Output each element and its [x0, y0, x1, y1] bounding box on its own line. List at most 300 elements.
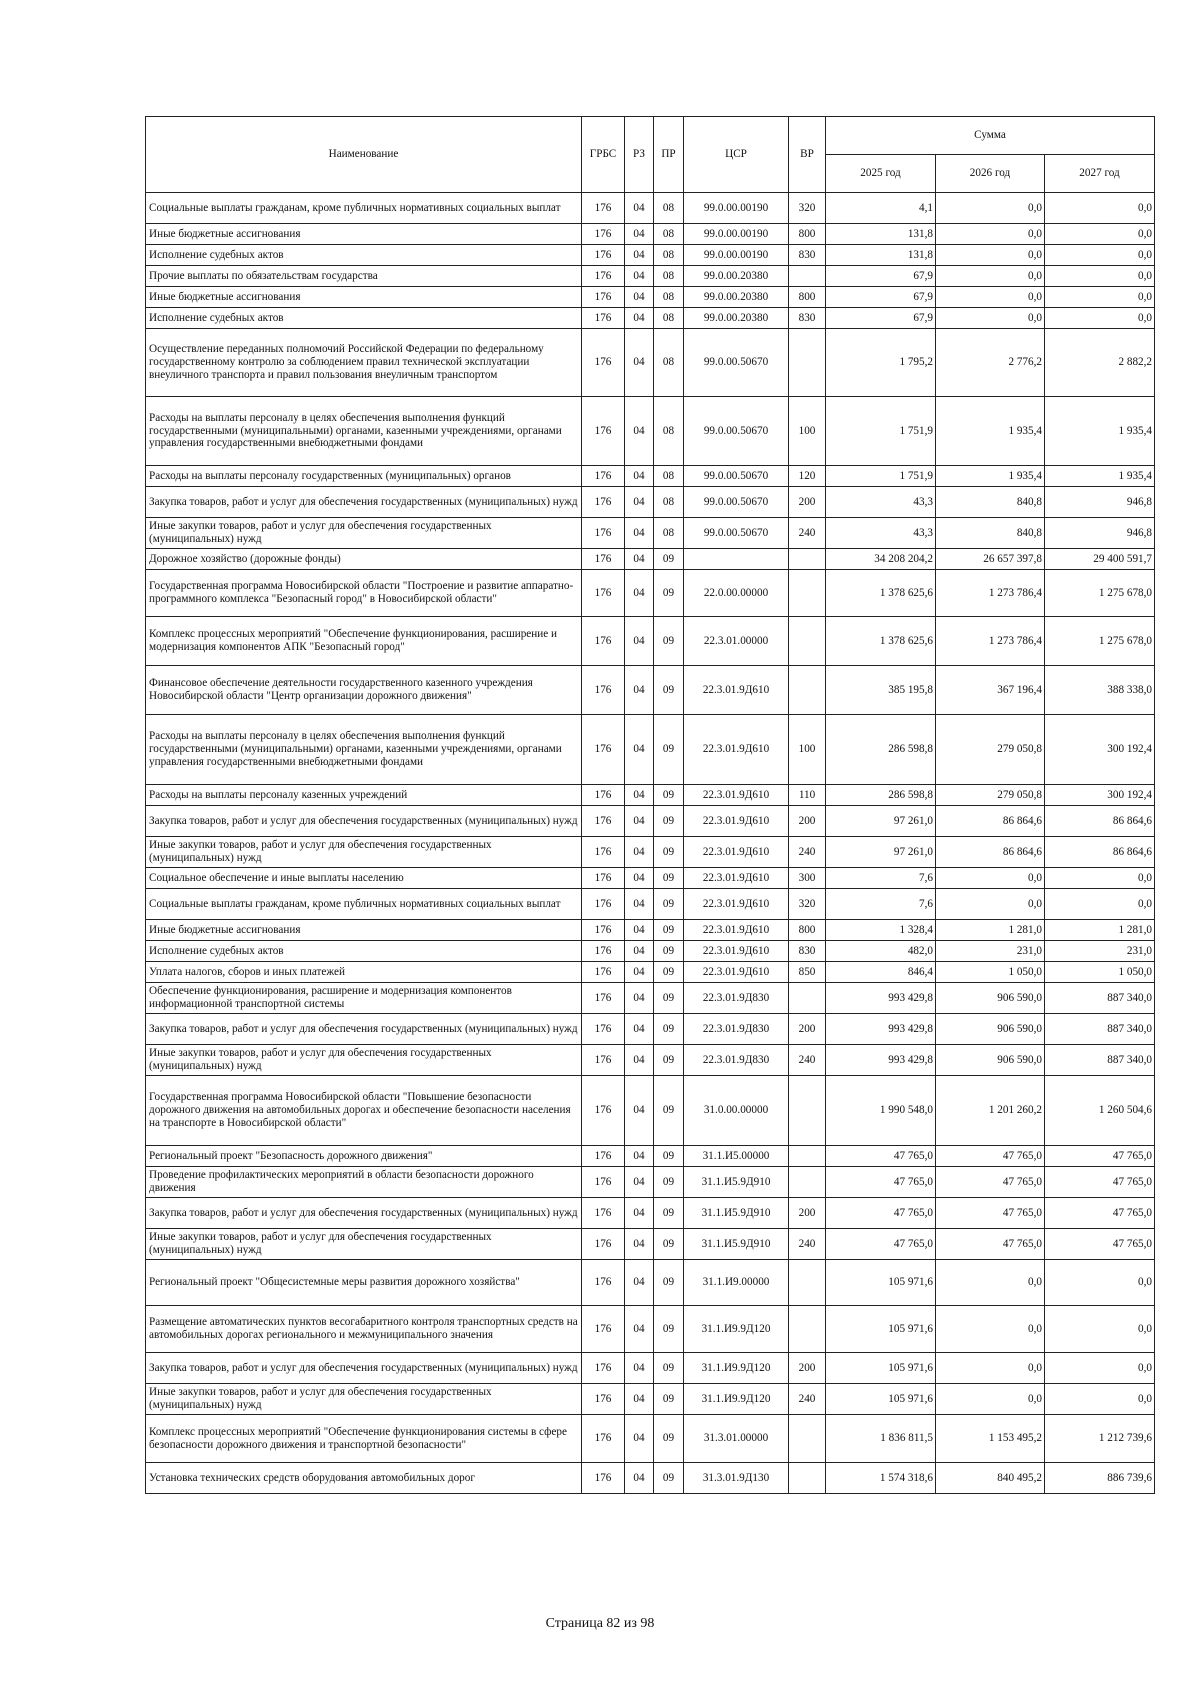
- header-csr: ЦСР: [684, 117, 789, 193]
- cell-pr: 09: [654, 983, 684, 1014]
- cell-grbs: 176: [582, 193, 625, 224]
- cell-2025: 1 378 625,6: [826, 617, 936, 666]
- cell-vr: 800: [789, 920, 826, 941]
- cell-2027: 47 765,0: [1045, 1198, 1155, 1229]
- cell-grbs: 176: [582, 962, 625, 983]
- cell-vr: 800: [789, 287, 826, 308]
- cell-grbs: 176: [582, 1260, 625, 1306]
- table-row: [146, 1167, 1155, 1198]
- cell-rz: 04: [625, 837, 654, 868]
- cell-vr: 240: [789, 837, 826, 868]
- cell-2027: 0,0: [1045, 308, 1155, 329]
- cell-grbs: 176: [582, 266, 625, 287]
- cell-name: Закупка товаров, работ и услуг для обеспечения государственных (муниципальных) нужд: [146, 487, 582, 518]
- table-row: [146, 1353, 1155, 1384]
- cell-grbs: 176: [582, 806, 625, 837]
- cell-2027: 2 882,2: [1045, 329, 1155, 397]
- cell-pr: 09: [654, 570, 684, 617]
- cell-name: Исполнение судебных актов: [146, 245, 582, 266]
- cell-2026: 840,8: [936, 487, 1045, 518]
- cell-2026: 279 050,8: [936, 785, 1045, 806]
- cell-grbs: 176: [582, 837, 625, 868]
- cell-name: Социальные выплаты гражданам, кроме публичных нормативных социальных выплат: [146, 193, 582, 224]
- cell-vr: [789, 266, 826, 287]
- cell-vr: [789, 1415, 826, 1463]
- cell-pr: 09: [654, 837, 684, 868]
- table-row: [146, 889, 1155, 920]
- table-row: [146, 466, 1155, 487]
- cell-2025: 67,9: [826, 266, 936, 287]
- cell-csr: 31.1.И5.9Д910: [684, 1229, 789, 1260]
- cell-vr: [789, 666, 826, 715]
- cell-2025: 131,8: [826, 224, 936, 245]
- cell-vr: [789, 549, 826, 570]
- cell-rz: 04: [625, 1076, 654, 1146]
- cell-2027: 1 275 678,0: [1045, 570, 1155, 617]
- cell-pr: 09: [654, 1167, 684, 1198]
- cell-2025: 1 836 811,5: [826, 1415, 936, 1463]
- table-row: [146, 1076, 1155, 1146]
- cell-name: Региональный проект "Безопасность дорожного движения": [146, 1146, 582, 1167]
- cell-vr: 110: [789, 785, 826, 806]
- cell-pr: 08: [654, 518, 684, 549]
- cell-2027: 1 260 504,6: [1045, 1076, 1155, 1146]
- cell-vr: 100: [789, 715, 826, 785]
- cell-name: Расходы на выплаты персоналу казенных учреждений: [146, 785, 582, 806]
- table-row: [146, 266, 1155, 287]
- cell-grbs: 176: [582, 1353, 625, 1384]
- cell-2026: 1 273 786,4: [936, 570, 1045, 617]
- cell-rz: 04: [625, 1229, 654, 1260]
- cell-2026: 0,0: [936, 308, 1045, 329]
- cell-rz: 04: [625, 962, 654, 983]
- cell-2026: 840,8: [936, 518, 1045, 549]
- header-rz: РЗ: [625, 117, 654, 193]
- cell-vr: 240: [789, 1045, 826, 1076]
- cell-vr: [789, 329, 826, 397]
- cell-rz: 04: [625, 518, 654, 549]
- cell-2026: 0,0: [936, 1384, 1045, 1415]
- cell-rz: 04: [625, 1260, 654, 1306]
- table-row: [146, 308, 1155, 329]
- cell-2027: 86 864,6: [1045, 837, 1155, 868]
- cell-2027: 887 340,0: [1045, 983, 1155, 1014]
- cell-name: Уплата налогов, сборов и иных платежей: [146, 962, 582, 983]
- cell-pr: 08: [654, 397, 684, 466]
- cell-rz: 04: [625, 1353, 654, 1384]
- cell-rz: 04: [625, 224, 654, 245]
- cell-name: Размещение автоматических пунктов весогабаритного контроля транспортных средств на автомобильных дорогах регионального и межмуниципального значения: [146, 1306, 582, 1353]
- cell-pr: 08: [654, 487, 684, 518]
- cell-grbs: 176: [582, 1167, 625, 1198]
- cell-name: Иные закупки товаров, работ и услуг для обеспечения государственных (муниципальных) нужд: [146, 518, 582, 549]
- table-row: [146, 1260, 1155, 1306]
- cell-csr: 22.3.01.9Д610: [684, 837, 789, 868]
- cell-csr: 99.0.00.20380: [684, 266, 789, 287]
- cell-2027: 231,0: [1045, 941, 1155, 962]
- cell-2026: 86 864,6: [936, 806, 1045, 837]
- table-row: [146, 806, 1155, 837]
- cell-2025: 1 328,4: [826, 920, 936, 941]
- cell-2026: 840 495,2: [936, 1463, 1045, 1494]
- cell-2026: 1 050,0: [936, 962, 1045, 983]
- cell-2027: 0,0: [1045, 1384, 1155, 1415]
- cell-vr: [789, 983, 826, 1014]
- cell-csr: 22.3.01.9Д610: [684, 962, 789, 983]
- table-row: [146, 962, 1155, 983]
- cell-2026: 231,0: [936, 941, 1045, 962]
- cell-2027: 1 281,0: [1045, 920, 1155, 941]
- cell-csr: 22.3.01.9Д610: [684, 889, 789, 920]
- cell-pr: 09: [654, 1260, 684, 1306]
- cell-rz: 04: [625, 549, 654, 570]
- cell-grbs: 176: [582, 518, 625, 549]
- cell-2027: 300 192,4: [1045, 715, 1155, 785]
- cell-csr: 99.0.00.50670: [684, 329, 789, 397]
- table-row: [146, 224, 1155, 245]
- cell-2025: 1 378 625,6: [826, 570, 936, 617]
- table-row: [146, 666, 1155, 715]
- cell-vr: 120: [789, 466, 826, 487]
- cell-name: Иные бюджетные ассигнования: [146, 224, 582, 245]
- cell-name: Государственная программа Новосибирской области "Построение и развитие аппаратно-программного комплекса "Безопасный город" в Новосибирской области": [146, 570, 582, 617]
- cell-grbs: 176: [582, 287, 625, 308]
- table-header: [146, 117, 1155, 193]
- cell-vr: [789, 570, 826, 617]
- cell-grbs: 176: [582, 715, 625, 785]
- cell-rz: 04: [625, 617, 654, 666]
- cell-2026: 47 765,0: [936, 1198, 1045, 1229]
- cell-2025: 97 261,0: [826, 837, 936, 868]
- cell-rz: 04: [625, 1045, 654, 1076]
- cell-csr: 22.3.01.9Д610: [684, 920, 789, 941]
- cell-2026: 0,0: [936, 1353, 1045, 1384]
- cell-2026: 26 657 397,8: [936, 549, 1045, 570]
- cell-csr: 22.3.01.9Д610: [684, 715, 789, 785]
- cell-vr: [789, 617, 826, 666]
- cell-vr: 240: [789, 1384, 826, 1415]
- table-row: [146, 868, 1155, 889]
- cell-2025: 286 598,8: [826, 715, 936, 785]
- cell-2026: 279 050,8: [936, 715, 1045, 785]
- cell-csr: 22.3.01.9Д830: [684, 1014, 789, 1045]
- cell-2026: 0,0: [936, 245, 1045, 266]
- cell-pr: 09: [654, 715, 684, 785]
- cell-rz: 04: [625, 1167, 654, 1198]
- cell-pr: 09: [654, 1229, 684, 1260]
- cell-2025: 43,3: [826, 487, 936, 518]
- cell-rz: 04: [625, 1384, 654, 1415]
- cell-2027: 1 050,0: [1045, 962, 1155, 983]
- cell-2027: 29 400 591,7: [1045, 549, 1155, 570]
- cell-pr: 09: [654, 1306, 684, 1353]
- cell-csr: [684, 549, 789, 570]
- cell-name: Финансовое обеспечение деятельности государственного казенного учреждения Новосибирской области "Центр организации дорожного движения": [146, 666, 582, 715]
- cell-2027: 0,0: [1045, 193, 1155, 224]
- cell-pr: 09: [654, 806, 684, 837]
- cell-2025: 1 751,9: [826, 466, 936, 487]
- cell-grbs: 176: [582, 941, 625, 962]
- cell-pr: 08: [654, 224, 684, 245]
- cell-csr: 31.1.И9.9Д120: [684, 1306, 789, 1353]
- cell-vr: [789, 1306, 826, 1353]
- cell-pr: 09: [654, 666, 684, 715]
- table-row: [146, 1463, 1155, 1494]
- cell-csr: 22.3.01.00000: [684, 617, 789, 666]
- cell-rz: 04: [625, 1415, 654, 1463]
- cell-name: Обеспечение функционирования, расширение и модернизация компонентов информационной транспортной системы: [146, 983, 582, 1014]
- cell-rz: 04: [625, 1146, 654, 1167]
- table-row: [146, 570, 1155, 617]
- cell-pr: 08: [654, 308, 684, 329]
- cell-2025: 1 990 548,0: [826, 1076, 936, 1146]
- cell-2025: 1 795,2: [826, 329, 936, 397]
- cell-2027: 0,0: [1045, 245, 1155, 266]
- cell-vr: [789, 1463, 826, 1494]
- cell-name: Закупка товаров, работ и услуг для обеспечения государственных (муниципальных) нужд: [146, 1014, 582, 1045]
- cell-csr: 99.0.00.50670: [684, 518, 789, 549]
- header-grbs: ГРБС: [582, 117, 625, 193]
- cell-grbs: 176: [582, 549, 625, 570]
- cell-pr: 09: [654, 1146, 684, 1167]
- cell-csr: 22.3.01.9Д610: [684, 785, 789, 806]
- cell-grbs: 176: [582, 1229, 625, 1260]
- cell-grbs: 176: [582, 1014, 625, 1045]
- cell-name: Закупка товаров, работ и услуг для обеспечения государственных (муниципальных) нужд: [146, 806, 582, 837]
- cell-csr: 31.1.И9.00000: [684, 1260, 789, 1306]
- cell-2026: 0,0: [936, 224, 1045, 245]
- cell-name: Иные бюджетные ассигнования: [146, 920, 582, 941]
- cell-rz: 04: [625, 487, 654, 518]
- budget-table: [145, 116, 1155, 1494]
- cell-rz: 04: [625, 287, 654, 308]
- cell-vr: 830: [789, 245, 826, 266]
- cell-2027: 0,0: [1045, 1306, 1155, 1353]
- cell-rz: 04: [625, 983, 654, 1014]
- cell-2027: 47 765,0: [1045, 1167, 1155, 1198]
- cell-2027: 1 212 739,6: [1045, 1415, 1155, 1463]
- cell-2026: 1 935,4: [936, 466, 1045, 487]
- cell-grbs: 176: [582, 1306, 625, 1353]
- cell-grbs: 176: [582, 308, 625, 329]
- cell-2026: 47 765,0: [936, 1229, 1045, 1260]
- cell-csr: 31.3.01.00000: [684, 1415, 789, 1463]
- cell-vr: 200: [789, 1014, 826, 1045]
- cell-name: Осуществление переданных полномочий Российской Федерации по федеральному государственному контролю за соблюдением правил технической эксплуатации внеуличного транспорта и правил пользования внеуличным транспортом: [146, 329, 582, 397]
- table-row: [146, 1306, 1155, 1353]
- cell-rz: 04: [625, 1463, 654, 1494]
- table-row: [146, 1146, 1155, 1167]
- cell-pr: 09: [654, 1384, 684, 1415]
- cell-grbs: 176: [582, 329, 625, 397]
- cell-2027: 0,0: [1045, 1353, 1155, 1384]
- header-pr: ПР: [654, 117, 684, 193]
- table-row: [146, 549, 1155, 570]
- cell-vr: 200: [789, 1198, 826, 1229]
- cell-name: Дорожное хозяйство (дорожные фонды): [146, 549, 582, 570]
- cell-rz: 04: [625, 785, 654, 806]
- cell-pr: 08: [654, 266, 684, 287]
- cell-vr: 100: [789, 397, 826, 466]
- cell-grbs: 176: [582, 397, 625, 466]
- cell-csr: 22.3.01.9Д610: [684, 941, 789, 962]
- cell-rz: 04: [625, 308, 654, 329]
- cell-vr: [789, 1076, 826, 1146]
- cell-pr: 09: [654, 1463, 684, 1494]
- cell-2026: 1 935,4: [936, 397, 1045, 466]
- cell-pr: 08: [654, 245, 684, 266]
- cell-name: Исполнение судебных актов: [146, 941, 582, 962]
- cell-grbs: 176: [582, 570, 625, 617]
- cell-2026: 47 765,0: [936, 1146, 1045, 1167]
- cell-2026: 0,0: [936, 1306, 1045, 1353]
- cell-2027: 0,0: [1045, 889, 1155, 920]
- cell-2026: 0,0: [936, 193, 1045, 224]
- cell-pr: 08: [654, 193, 684, 224]
- table-row: [146, 1229, 1155, 1260]
- cell-name: Иные бюджетные ассигнования: [146, 287, 582, 308]
- cell-2025: 105 971,6: [826, 1353, 936, 1384]
- cell-2025: 131,8: [826, 245, 936, 266]
- header-vr: ВР: [789, 117, 826, 193]
- cell-rz: 04: [625, 1306, 654, 1353]
- cell-2026: 906 590,0: [936, 1045, 1045, 1076]
- cell-2025: 105 971,6: [826, 1306, 936, 1353]
- cell-2027: 0,0: [1045, 266, 1155, 287]
- cell-vr: 240: [789, 518, 826, 549]
- cell-2025: 67,9: [826, 308, 936, 329]
- cell-pr: 09: [654, 941, 684, 962]
- cell-vr: 300: [789, 868, 826, 889]
- cell-2027: 0,0: [1045, 868, 1155, 889]
- cell-csr: 99.0.00.00190: [684, 245, 789, 266]
- cell-vr: 240: [789, 1229, 826, 1260]
- cell-2025: 67,9: [826, 287, 936, 308]
- header-2027: 2027 год: [1045, 155, 1155, 193]
- cell-vr: [789, 1260, 826, 1306]
- cell-2025: 846,4: [826, 962, 936, 983]
- cell-name: Государственная программа Новосибирской области "Повышение безопасности дорожного движения на автомобильных дорогах и обеспечение безопасности населения на транспорте в Новосибирской области": [146, 1076, 582, 1146]
- cell-pr: 09: [654, 962, 684, 983]
- table-row: [146, 785, 1155, 806]
- cell-2025: 385 195,8: [826, 666, 936, 715]
- cell-name: Прочие выплаты по обязательствам государства: [146, 266, 582, 287]
- table-row: [146, 1045, 1155, 1076]
- table-row: [146, 1384, 1155, 1415]
- cell-pr: 09: [654, 1353, 684, 1384]
- cell-name: Иные закупки товаров, работ и услуг для обеспечения государственных (муниципальных) нужд: [146, 837, 582, 868]
- cell-2027: 47 765,0: [1045, 1229, 1155, 1260]
- table-row: [146, 983, 1155, 1014]
- cell-vr: 850: [789, 962, 826, 983]
- cell-rz: 04: [625, 806, 654, 837]
- cell-2025: 97 261,0: [826, 806, 936, 837]
- header-2026: 2026 год: [936, 155, 1045, 193]
- cell-rz: 04: [625, 193, 654, 224]
- cell-csr: 99.0.00.20380: [684, 308, 789, 329]
- cell-name: Иные закупки товаров, работ и услуг для обеспечения государственных (муниципальных) нужд: [146, 1384, 582, 1415]
- cell-2025: 482,0: [826, 941, 936, 962]
- cell-rz: 04: [625, 920, 654, 941]
- cell-csr: 99.0.00.00190: [684, 193, 789, 224]
- table-body: [146, 193, 1155, 1494]
- cell-grbs: 176: [582, 224, 625, 245]
- cell-pr: 08: [654, 329, 684, 397]
- cell-grbs: 176: [582, 466, 625, 487]
- cell-csr: 31.1.И9.9Д120: [684, 1353, 789, 1384]
- cell-grbs: 176: [582, 666, 625, 715]
- cell-2027: 886 739,6: [1045, 1463, 1155, 1494]
- table-row: [146, 920, 1155, 941]
- cell-2025: 993 429,8: [826, 1045, 936, 1076]
- cell-2027: 1 935,4: [1045, 466, 1155, 487]
- cell-pr: 09: [654, 617, 684, 666]
- cell-name: Расходы на выплаты персоналу в целях обеспечения выполнения функций государственными (муниципальными) органами, казенными учреждениями, органами управления государственными внебюджетными фондами: [146, 715, 582, 785]
- table-row: [146, 193, 1155, 224]
- cell-pr: 09: [654, 1076, 684, 1146]
- cell-grbs: 176: [582, 617, 625, 666]
- cell-2026: 1 201 260,2: [936, 1076, 1045, 1146]
- cell-name: Региональный проект "Общесистемные меры развития дорожного хозяйства": [146, 1260, 582, 1306]
- cell-2025: 47 765,0: [826, 1146, 936, 1167]
- cell-grbs: 176: [582, 1076, 625, 1146]
- cell-2026: 906 590,0: [936, 983, 1045, 1014]
- cell-rz: 04: [625, 245, 654, 266]
- cell-name: Установка технических средств оборудования автомобильных дорог: [146, 1463, 582, 1494]
- cell-2026: 2 776,2: [936, 329, 1045, 397]
- cell-2025: 1 574 318,6: [826, 1463, 936, 1494]
- cell-pr: 09: [654, 868, 684, 889]
- cell-2027: 946,8: [1045, 518, 1155, 549]
- cell-csr: 99.0.00.20380: [684, 287, 789, 308]
- cell-2025: 4,1: [826, 193, 936, 224]
- cell-csr: 31.0.00.00000: [684, 1076, 789, 1146]
- cell-vr: 200: [789, 1353, 826, 1384]
- cell-rz: 04: [625, 466, 654, 487]
- cell-name: Закупка товаров, работ и услуг для обеспечения государственных (муниципальных) нужд: [146, 1353, 582, 1384]
- cell-name: Социальное обеспечение и иные выплаты населению: [146, 868, 582, 889]
- cell-grbs: 176: [582, 868, 625, 889]
- table-row: [146, 287, 1155, 308]
- header-name: Наименование: [146, 117, 582, 193]
- cell-name: Расходы на выплаты персоналу в целях обеспечения выполнения функций государственными (муниципальными) органами, казенными учреждениями, органами управления государственными внебюджетными фондами: [146, 397, 582, 466]
- cell-2025: 105 971,6: [826, 1260, 936, 1306]
- cell-csr: 99.0.00.50670: [684, 466, 789, 487]
- cell-name: Расходы на выплаты персоналу государственных (муниципальных) органов: [146, 466, 582, 487]
- cell-name: Комплекс процессных мероприятий "Обеспечение функционирования системы в сфере безопасности дорожного движения и транспортной безопасности": [146, 1415, 582, 1463]
- cell-2027: 0,0: [1045, 287, 1155, 308]
- cell-csr: 22.3.01.9Д610: [684, 666, 789, 715]
- cell-2027: 887 340,0: [1045, 1045, 1155, 1076]
- cell-grbs: 176: [582, 1198, 625, 1229]
- table-row: [146, 941, 1155, 962]
- cell-rz: 04: [625, 570, 654, 617]
- cell-csr: 99.0.00.50670: [684, 397, 789, 466]
- cell-grbs: 176: [582, 1045, 625, 1076]
- cell-2027: 388 338,0: [1045, 666, 1155, 715]
- cell-csr: 22.3.01.9Д610: [684, 868, 789, 889]
- cell-2025: 993 429,8: [826, 983, 936, 1014]
- cell-rz: 04: [625, 1014, 654, 1045]
- cell-name: Проведение профилактических мероприятий в области безопасности дорожного движения: [146, 1167, 582, 1198]
- cell-2026: 1 281,0: [936, 920, 1045, 941]
- cell-2025: 47 765,0: [826, 1198, 936, 1229]
- cell-vr: 830: [789, 941, 826, 962]
- cell-grbs: 176: [582, 245, 625, 266]
- cell-2026: 86 864,6: [936, 837, 1045, 868]
- cell-csr: 99.0.00.50670: [684, 487, 789, 518]
- header-sum: Сумма: [826, 117, 1155, 155]
